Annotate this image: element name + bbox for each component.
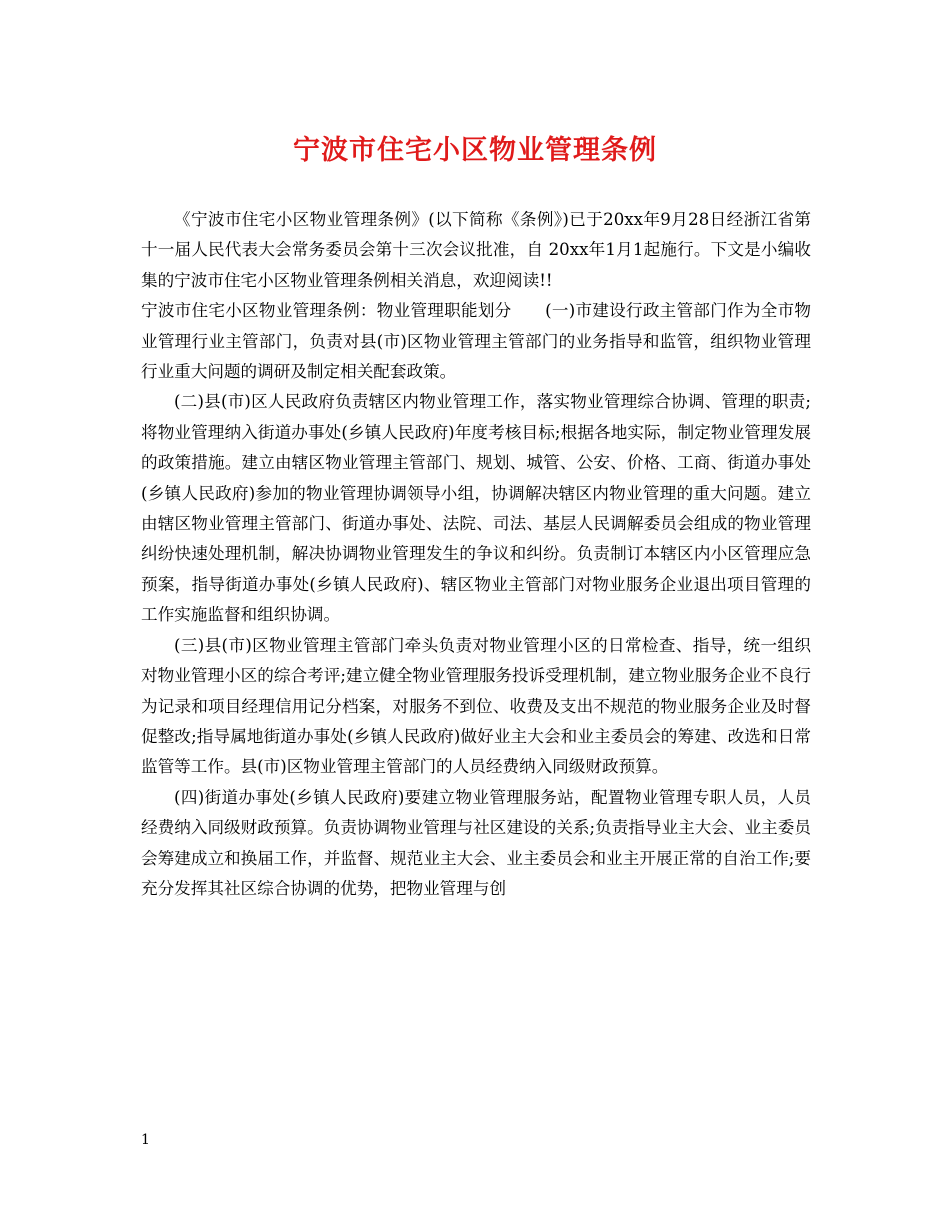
paragraph-intro: 《宁波市住宅小区物业管理条例》(以下简称《条例》)已于20xx年9月28日经浙江省第十一届人民代表大会常务委员会第十三次会议批准，自 20xx年1月1起施行。下文是小编收集的宁波市住宅小区物业管理条例相关消息，欢迎阅读!! (141, 210, 811, 290)
document-title: 宁波市住宅小区物业管理条例 (293, 135, 657, 166)
page-number: 1 (141, 1132, 150, 1148)
paragraph-section-3: (三)县(市)区物业管理主管部门牵头负责对物业管理小区的日常检查、指导，统一组织对物业管理小区的综合考评;建立健全物业管理服务投诉受理机制，建立物业服务企业不良行为记录和项目经理信用记分档案，对服务不到位、收费及支出不规范的物业服务企业及时督促整改;指导属地街道办事处(乡镇人民政府)做好业主大会和业主委员会的筹建、改选和日常监管等工作。县(市)区物业管理主管部门的人员经费纳入同级财政预算。 (141, 635, 811, 777)
paragraph-section-1: 宁波市住宅小区物业管理条例：物业管理职能划分 (一)市建设行政主管部门作为全市物业管理行业主管部门，负责对县(市)区物业管理主管部门的业务指导和监管，组织物业管理行业重大问题的调研及制定相关配套政策。 (141, 301, 811, 382)
document-body (141, 205, 811, 904)
paragraph-section-4: (四)街道办事处(乡镇人民政府)要建立物业管理服务站，配置物业管理专职人员，人员经费纳入同级财政预算。负责协调物业管理与社区建设的关系;负责指导业主大会、业主委员会筹建成立和换届工作，并监督、规范业主大会、业主委员会和业主开展正常的自治工作;要充分发挥其社区综合协调的优势，把物业管理与创 (141, 787, 811, 898)
paragraph-section-2: (二)县(市)区人民政府负责辖区内物业管理工作，落实物业管理综合协调、管理的职责;将物业管理纳入街道办事处(乡镇人民政府)年度考核目标;根据各地实际，制定物业管理发展的政策措施。建立由辖区物业管理主管部门、规划、城管、公安、价格、工商、街道办事处(乡镇人民政府)参加的物业管理协调领导小组，协调解决辖区内物业管理的重大问题。建立由辖区物业管理主管部门、街道办事处、法院、司法、基层人民调解委员会组成的物业管理纠纷快速处理机制，解决协调物业管理发生的争议和纠纷。负责制订本辖区内小区管理应急预案，指导街道办事处(乡镇人民政府)、辖区物业主管部门对物业服务企业退出项目管理的工作实施监督和组织协调。 (141, 392, 811, 625)
